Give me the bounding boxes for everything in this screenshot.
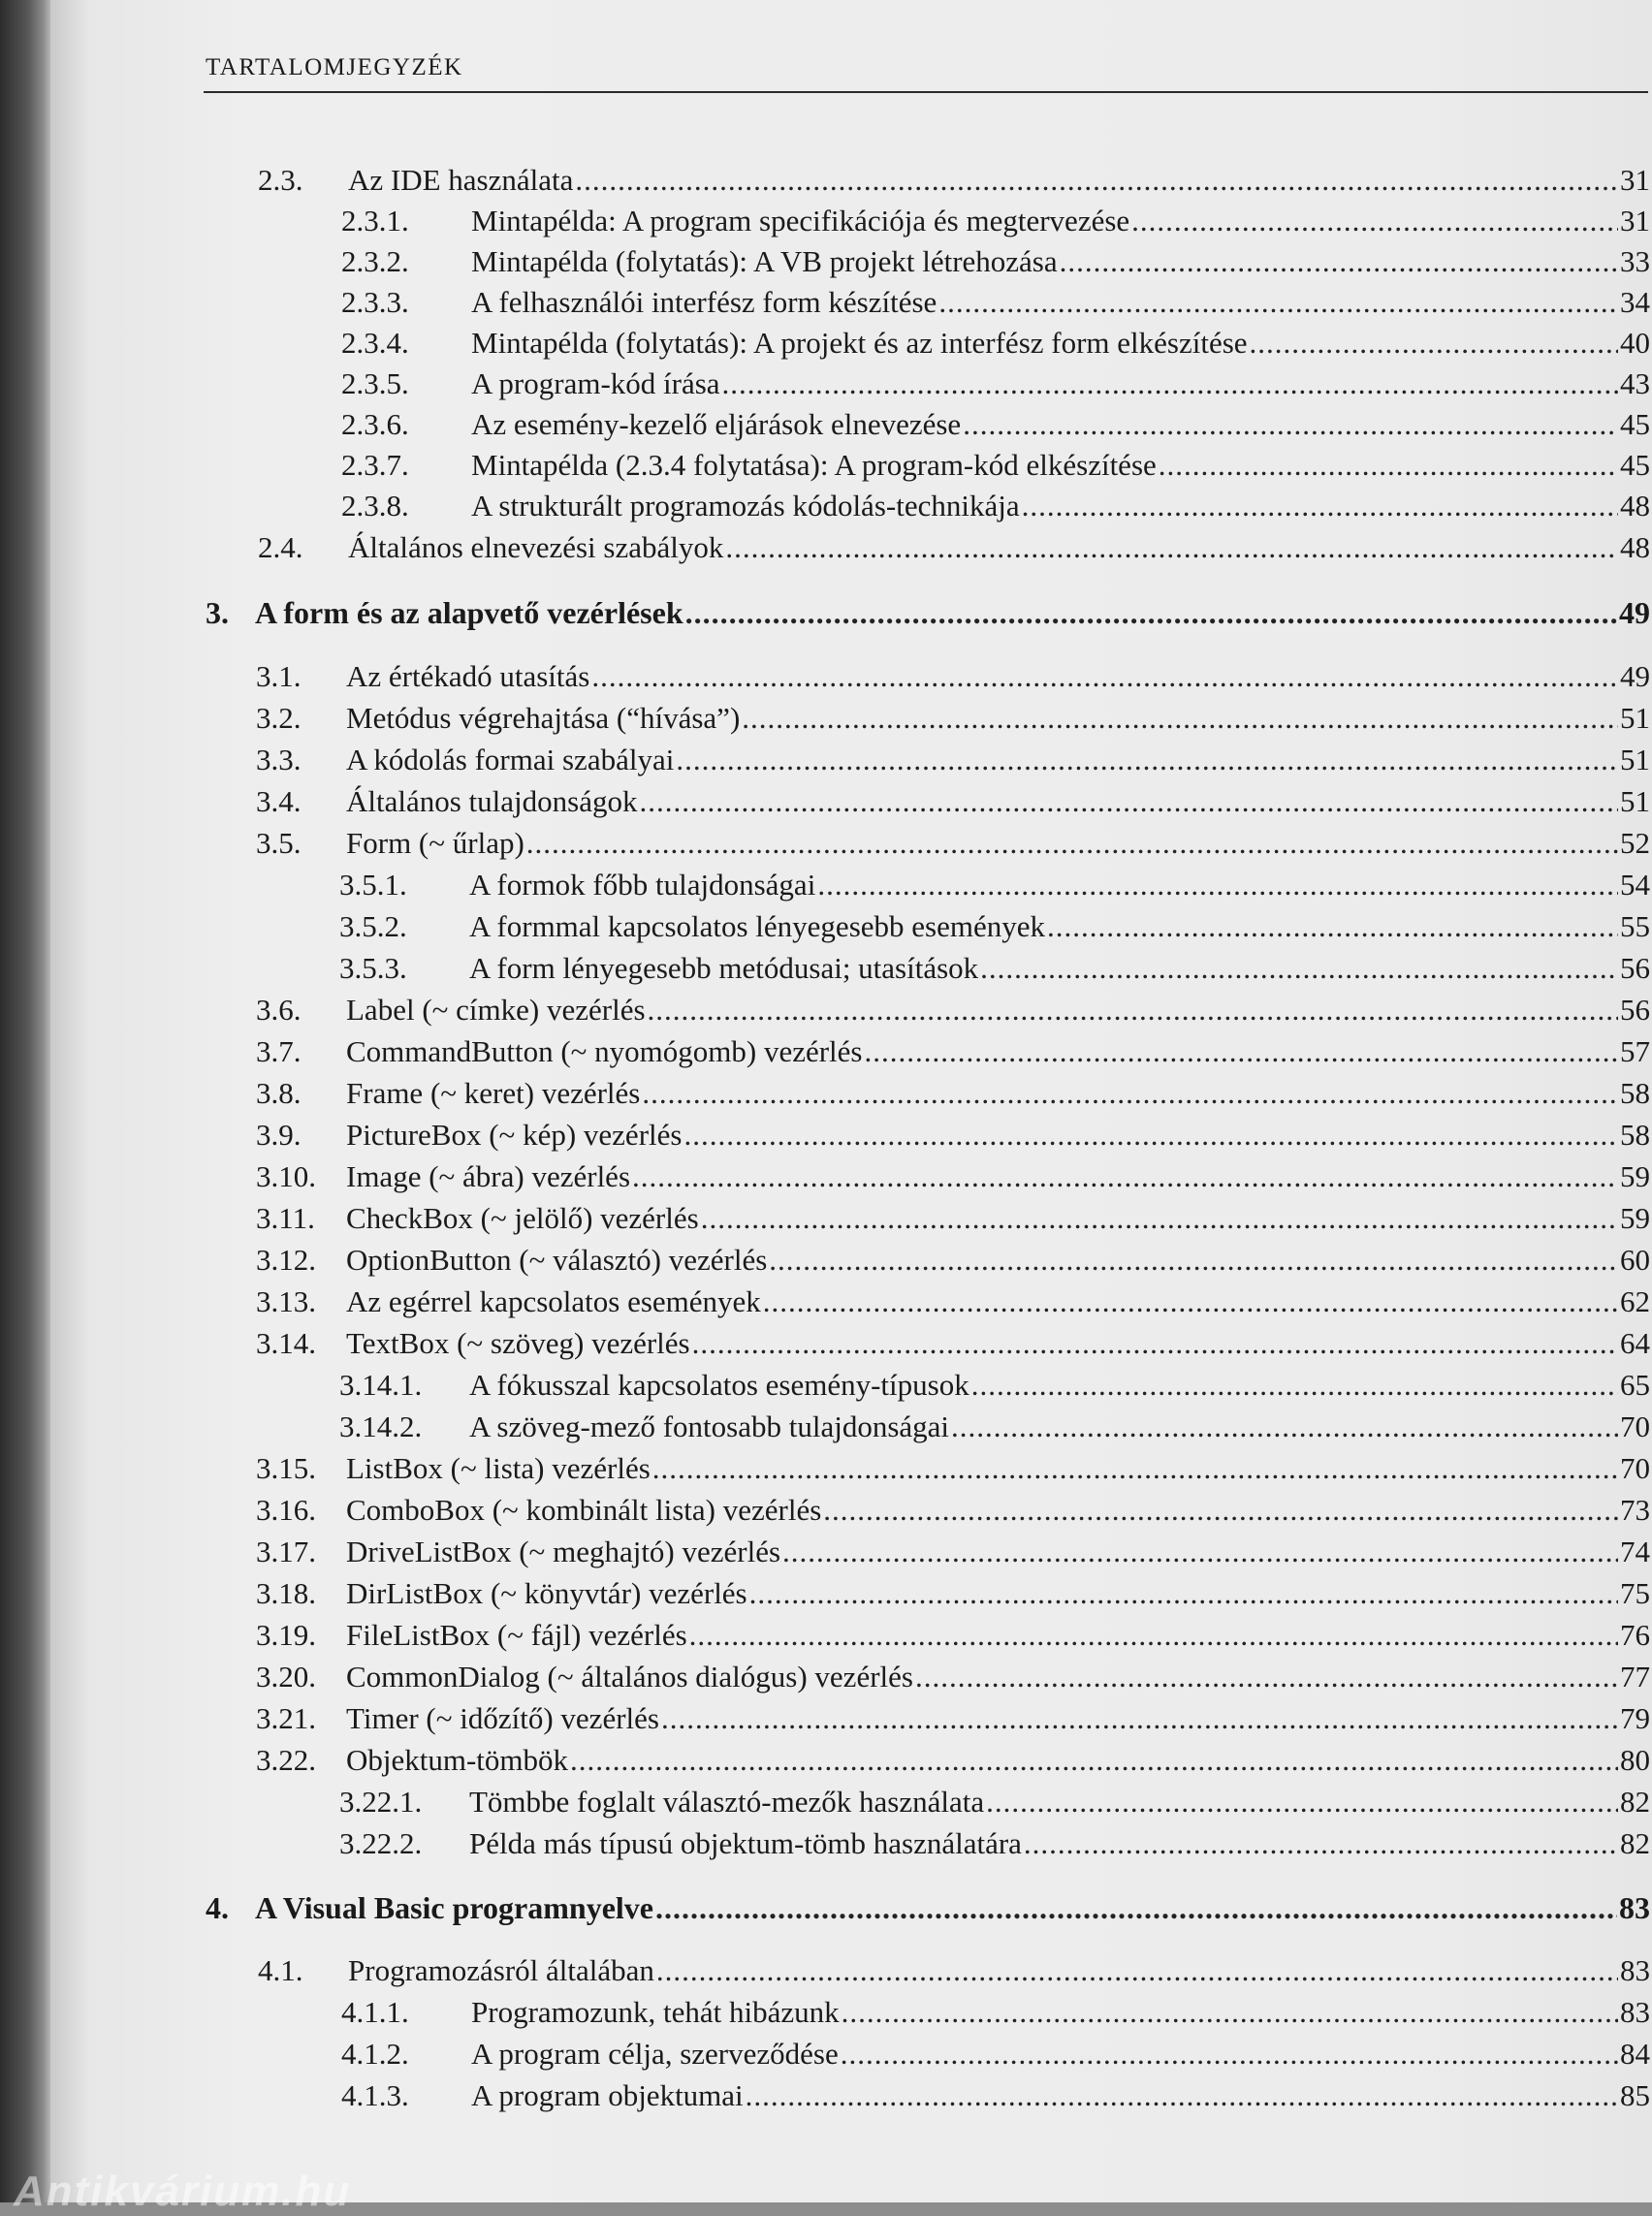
toc-entry-number: 2.3.2.	[341, 244, 409, 278]
toc-entry-title: Mintapélda (2.3.4 folytatása): A program-kód elkészítése	[471, 448, 1157, 482]
leader-dots	[782, 1533, 1618, 1571]
toc-entry-page: 54	[1620, 868, 1650, 902]
toc-chapter	[206, 593, 1650, 632]
toc-entry-page: 58	[1620, 1076, 1650, 1110]
toc-entry-page: 70	[1620, 1451, 1650, 1485]
leader-dots	[841, 2035, 1618, 2074]
toc-entry	[256, 1032, 1650, 1071]
toc-entry-number: 3.2.	[256, 701, 302, 735]
toc-entry	[256, 1282, 1650, 1321]
toc-chapter-number: 3.	[206, 595, 229, 630]
leader-dots	[769, 1241, 1618, 1280]
leader-dots	[683, 1116, 1618, 1155]
toc-entry-title: Timer (~ időzítő) vezérlés	[346, 1701, 659, 1735]
toc-entry-title: A kódolás formai szabályai	[346, 743, 675, 776]
toc-entry-page: 74	[1620, 1535, 1650, 1568]
toc-entry-page: 49	[1620, 659, 1650, 693]
leader-dots	[701, 1199, 1618, 1238]
toc-entry-title: Általános elnevezési szabályok	[348, 530, 724, 564]
toc-entry-title: A szöveg-mező fontosabb tulajdonságai	[469, 1409, 950, 1443]
leader-dots	[1047, 907, 1618, 946]
toc-entry	[341, 283, 1650, 322]
toc-entry	[256, 741, 1650, 779]
toc-entry	[256, 782, 1650, 821]
toc-entry	[339, 1366, 1650, 1405]
toc-entry-page: 82	[1620, 1785, 1650, 1819]
toc-chapter-number: 4.	[206, 1890, 229, 1925]
toc-entry-number: 3.20.	[256, 1660, 316, 1694]
toc-entry-number: 4.1.	[258, 1953, 303, 1987]
toc-entry-number: 2.3.7.	[341, 448, 409, 482]
toc-entry-number: 3.6.	[256, 993, 302, 1027]
leader-dots	[1022, 487, 1618, 525]
leader-dots	[632, 1157, 1618, 1196]
toc-entry-page: 77	[1620, 1660, 1650, 1694]
leader-dots	[689, 1616, 1618, 1655]
toc-entry-number: 3.8.	[256, 1076, 302, 1110]
toc-entry	[341, 324, 1650, 363]
leader-dots	[652, 1449, 1618, 1488]
toc-entry-title: A strukturált programozás kódolás-technikája	[471, 489, 1020, 522]
leader-dots	[980, 949, 1618, 988]
toc-entry-title: FileListBox (~ fájl) vezérlés	[346, 1618, 687, 1652]
toc-entry-title: DirListBox (~ könyvtár) vezérlés	[346, 1576, 747, 1610]
toc-entry	[256, 1616, 1650, 1655]
toc-entry-title: Az értékadó utasítás	[346, 659, 590, 693]
toc-entry	[256, 1449, 1650, 1488]
toc-entry-number: 3.15.	[256, 1451, 316, 1485]
toc-entry-title: Az IDE használata	[348, 163, 574, 197]
toc-entry-title: CheckBox (~ jelölő) vezérlés	[346, 1201, 699, 1235]
toc-entry-number: 4.1.1.	[341, 1995, 409, 2029]
leader-dots	[642, 1074, 1618, 1113]
toc-entry-title: CommonDialog (~ általános dialógus) vezérlés	[346, 1660, 913, 1694]
toc-entry-number: 3.14.2.	[339, 1409, 423, 1443]
toc-entry-number: 3.5.	[256, 826, 302, 860]
toc-entry-number: 3.14.	[256, 1326, 316, 1360]
toc-entry-number: 2.3.3.	[341, 285, 409, 319]
running-head: TARTALOMJEGYZÉK	[206, 54, 463, 80]
toc-entry-title: Az egérrel kapcsolatos események	[346, 1284, 761, 1318]
leader-dots	[575, 161, 1618, 200]
toc-entry-number: 3.7.	[256, 1034, 302, 1068]
toc-entry-page: 73	[1620, 1493, 1650, 1527]
leader-dots	[725, 528, 1618, 567]
toc-entry	[256, 1074, 1650, 1113]
toc-entry	[256, 991, 1650, 1029]
toc-entry-page: 31	[1620, 204, 1650, 237]
toc-entry-title: A fókusszal kapcsolatos esemény-típusok	[469, 1368, 969, 1402]
toc-entry-title: PictureBox (~ kép) vezérlés	[346, 1118, 683, 1152]
toc-entry-title: Programozunk, tehát hibázunk	[471, 1995, 840, 2029]
leader-dots	[685, 593, 1617, 632]
toc-entry	[339, 1824, 1650, 1863]
toc-entry-page: 60	[1620, 1243, 1650, 1277]
leader-dots	[676, 741, 1618, 779]
toc-entry	[341, 405, 1650, 444]
leader-dots	[639, 782, 1618, 821]
toc-entry-number: 3.10.	[256, 1159, 316, 1193]
toc-entry-title: Tömbbe foglalt választó-mezők használata	[469, 1785, 985, 1819]
toc-entry	[339, 1783, 1650, 1821]
toc-entry	[341, 446, 1650, 485]
toc-entry	[339, 1408, 1650, 1446]
toc-entry	[341, 487, 1650, 525]
toc-entry-title: A program objektumai	[471, 2078, 744, 2112]
toc-entry-number: 4.1.3.	[341, 2078, 409, 2112]
toc-entry	[256, 1491, 1650, 1530]
toc-entry-page: 55	[1620, 909, 1650, 943]
toc-entry	[339, 907, 1650, 946]
toc-entry	[256, 1741, 1650, 1780]
leader-dots	[1131, 202, 1618, 240]
toc-entry-title: ListBox (~ lista) vezérlés	[346, 1451, 651, 1485]
watermark-text: Antikvárium.hu	[14, 2168, 352, 2215]
toc-entry-page: 58	[1620, 1118, 1650, 1152]
leader-dots	[951, 1408, 1618, 1446]
toc-entry-page: 51	[1620, 743, 1650, 776]
toc-entry	[339, 949, 1650, 988]
toc-entry-number: 3.5.3.	[339, 951, 407, 985]
toc-entry-page: 56	[1620, 951, 1650, 985]
toc-entry	[341, 364, 1650, 403]
toc-entry	[256, 699, 1650, 738]
leader-dots	[1060, 242, 1618, 281]
leader-dots	[742, 699, 1618, 738]
toc-entry-number: 3.18.	[256, 1576, 316, 1610]
toc-entry-title: Általános tulajdonságok	[346, 784, 638, 818]
leader-dots	[655, 1888, 1617, 1927]
leader-dots	[915, 1658, 1618, 1696]
toc-entry-number: 3.16.	[256, 1493, 316, 1527]
toc-entry-number: 3.13.	[256, 1284, 316, 1318]
toc-entry-page: 80	[1620, 1743, 1650, 1777]
leader-dots	[986, 1783, 1618, 1821]
toc-entry-page: 45	[1620, 407, 1650, 441]
leader-dots	[570, 1741, 1618, 1780]
toc-entry-number: 3.4.	[256, 784, 302, 818]
toc-entry	[341, 242, 1650, 281]
toc-entry	[256, 1574, 1650, 1613]
leader-dots	[938, 283, 1618, 322]
toc-entry	[256, 1116, 1650, 1155]
toc-entry-number: 2.3.5.	[341, 366, 409, 400]
toc-chapter-page: 83	[1619, 1890, 1650, 1925]
leader-dots	[591, 657, 1618, 696]
toc-entry-page: 76	[1620, 1618, 1650, 1652]
header-rule	[204, 91, 1648, 93]
toc-entry-number: 3.3.	[256, 743, 302, 776]
toc-entry-page: 79	[1620, 1701, 1650, 1735]
leader-dots	[971, 1366, 1618, 1405]
toc-entry-page: 75	[1620, 1576, 1650, 1610]
toc-chapter	[206, 1888, 1650, 1927]
leader-dots	[842, 1993, 1618, 2032]
toc-entry-page: 84	[1620, 2037, 1650, 2071]
toc-entry-title: Mintapélda (folytatás): A projekt és az interfész form elkészítése	[471, 326, 1248, 360]
toc-entry	[256, 657, 1650, 696]
leader-dots	[817, 866, 1618, 904]
toc-entry-number: 4.1.2.	[341, 2037, 409, 2071]
toc-entry	[256, 1699, 1650, 1738]
toc-entry-page: 59	[1620, 1159, 1650, 1193]
leader-dots	[963, 405, 1618, 444]
toc-entry-page: 65	[1620, 1368, 1650, 1402]
toc-entry-page: 57	[1620, 1034, 1650, 1068]
toc-entry-title: A program célja, szerveződése	[471, 2037, 839, 2071]
toc-entry-page: 52	[1620, 826, 1650, 860]
toc-entry-page: 64	[1620, 1326, 1650, 1360]
leader-dots	[763, 1282, 1618, 1321]
toc-entry-number: 3.19.	[256, 1618, 316, 1652]
toc-entry-page: 48	[1620, 530, 1650, 564]
toc-entry-title: CommandButton (~ nyomógomb) vezérlés	[346, 1034, 863, 1068]
toc-chapter-title: A Visual Basic programnyelve	[255, 1890, 653, 1925]
leader-dots	[648, 991, 1618, 1029]
toc-entry-page: 82	[1620, 1826, 1650, 1860]
toc-entry-title: A formmal kapcsolatos lényegesebb események	[469, 909, 1045, 943]
toc-entry	[258, 161, 1650, 200]
toc-entry-number: 3.11.	[256, 1201, 315, 1235]
toc-chapter-title: A form és az alapvető vezérlések	[255, 595, 683, 630]
toc-entry-number: 3.9.	[256, 1118, 302, 1152]
toc-entry-title: OptionButton (~ választó) vezérlés	[346, 1243, 768, 1277]
toc-entry-page: 62	[1620, 1284, 1650, 1318]
leader-dots	[1024, 1824, 1618, 1863]
toc-entry-number: 2.3.1.	[341, 204, 409, 237]
toc-entry	[256, 1658, 1650, 1696]
toc-entry	[339, 866, 1650, 904]
toc-entry-number: 3.22.2.	[339, 1826, 423, 1860]
leader-dots	[526, 824, 1618, 863]
toc-entry-title: Metódus végrehajtása (“hívása”)	[346, 701, 741, 735]
toc-entry-page: 43	[1620, 366, 1650, 400]
toc-entry-title: Mintapélda: A program specifikációja és megtervezése	[471, 204, 1130, 237]
toc-entry-title: Image (~ ábra) vezérlés	[346, 1159, 631, 1193]
toc-entry-page: 59	[1620, 1201, 1650, 1235]
toc-entry-number: 3.22.	[256, 1743, 316, 1777]
toc-entry	[341, 2076, 1650, 2115]
toc-entry-page: 70	[1620, 1409, 1650, 1443]
toc-entry-title: Példa más típusú objektum-tömb használatára	[469, 1826, 1022, 1860]
toc-entry-page: 83	[1620, 1953, 1650, 1987]
toc-entry	[341, 2035, 1650, 2074]
toc-entry-page: 34	[1620, 285, 1650, 319]
leader-dots	[661, 1699, 1618, 1738]
book-page	[50, 0, 1652, 2202]
toc-entry-title: Az esemény-kezelő eljárások elnevezése	[471, 407, 962, 441]
toc-entry-title: Label (~ címke) vezérlés	[346, 993, 646, 1027]
toc-entry-title: DriveListBox (~ meghajtó) vezérlés	[346, 1535, 781, 1568]
toc-entry-title: Frame (~ keret) vezérlés	[346, 1076, 641, 1110]
toc-entry	[258, 528, 1650, 567]
leader-dots	[749, 1574, 1618, 1613]
toc-entry	[256, 824, 1650, 863]
toc-entry-title: Mintapélda (folytatás): A VB projekt létrehozása	[471, 244, 1058, 278]
toc-entry-title: A formok főbb tulajdonságai	[469, 868, 816, 902]
leader-dots	[746, 2076, 1618, 2115]
toc-entry-number: 3.1.	[256, 659, 302, 693]
leader-dots	[692, 1324, 1618, 1363]
toc-entry-page: 33	[1620, 244, 1650, 278]
toc-entry-page: 51	[1620, 701, 1650, 735]
toc-entry-title: A form lényegesebb metódusai; utasítások	[469, 951, 979, 985]
toc-entry	[341, 202, 1650, 240]
toc-entry	[256, 1241, 1650, 1280]
toc-entry-number: 2.3.8.	[341, 489, 409, 522]
toc-entry-number: 2.4.	[258, 530, 303, 564]
toc-entry	[256, 1533, 1650, 1571]
toc-entry-number: 3.14.1.	[339, 1368, 423, 1402]
toc-entry-number: 2.3.	[258, 163, 303, 197]
leader-dots	[1250, 324, 1618, 363]
toc-entry	[258, 1951, 1650, 1990]
toc-entry-page: 45	[1620, 448, 1650, 482]
toc-chapter-page: 49	[1619, 595, 1650, 630]
toc-entry	[341, 1993, 1650, 2032]
toc-entry-title: A felhasználói interfész form készítése	[471, 285, 937, 319]
toc-entry-number: 2.3.6.	[341, 407, 409, 441]
toc-entry	[256, 1324, 1650, 1363]
toc-entry-number: 2.3.4.	[341, 326, 409, 360]
toc-entry-title: Form (~ űrlap)	[346, 826, 524, 860]
toc-entry-page: 48	[1620, 489, 1650, 522]
toc-entry-page: 83	[1620, 1995, 1650, 2029]
toc-entry-number: 3.17.	[256, 1535, 316, 1568]
leader-dots	[865, 1032, 1619, 1071]
leader-dots	[1159, 446, 1618, 485]
toc-entry-number: 3.21.	[256, 1701, 316, 1735]
toc-entry	[256, 1157, 1650, 1196]
toc-entry-title: Programozásról általában	[348, 1953, 654, 1987]
toc-entry-number: 3.12.	[256, 1243, 316, 1277]
toc-entry-title: TextBox (~ szöveg) vezérlés	[346, 1326, 690, 1360]
toc-entry-number: 3.22.1.	[339, 1785, 423, 1819]
toc-entry-title: Objektum-tömbök	[346, 1743, 569, 1777]
toc-entry-page: 40	[1620, 326, 1650, 360]
toc-entry-page: 56	[1620, 993, 1650, 1027]
toc-entry-title: A program-kód írása	[471, 366, 720, 400]
toc-entry-page: 51	[1620, 784, 1650, 818]
toc-entry-number: 3.5.2.	[339, 909, 407, 943]
toc-entry-title: ComboBox (~ kombinált lista) vezérlés	[346, 1493, 822, 1527]
toc-entry-page: 85	[1620, 2078, 1650, 2112]
leader-dots	[823, 1491, 1618, 1530]
book-binding-shadow	[0, 0, 50, 2202]
toc-entry-page: 31	[1620, 163, 1650, 197]
leader-dots	[656, 1951, 1618, 1990]
toc-entry-number: 3.5.1.	[339, 868, 407, 902]
toc-entry	[256, 1199, 1650, 1238]
leader-dots	[722, 364, 1618, 403]
